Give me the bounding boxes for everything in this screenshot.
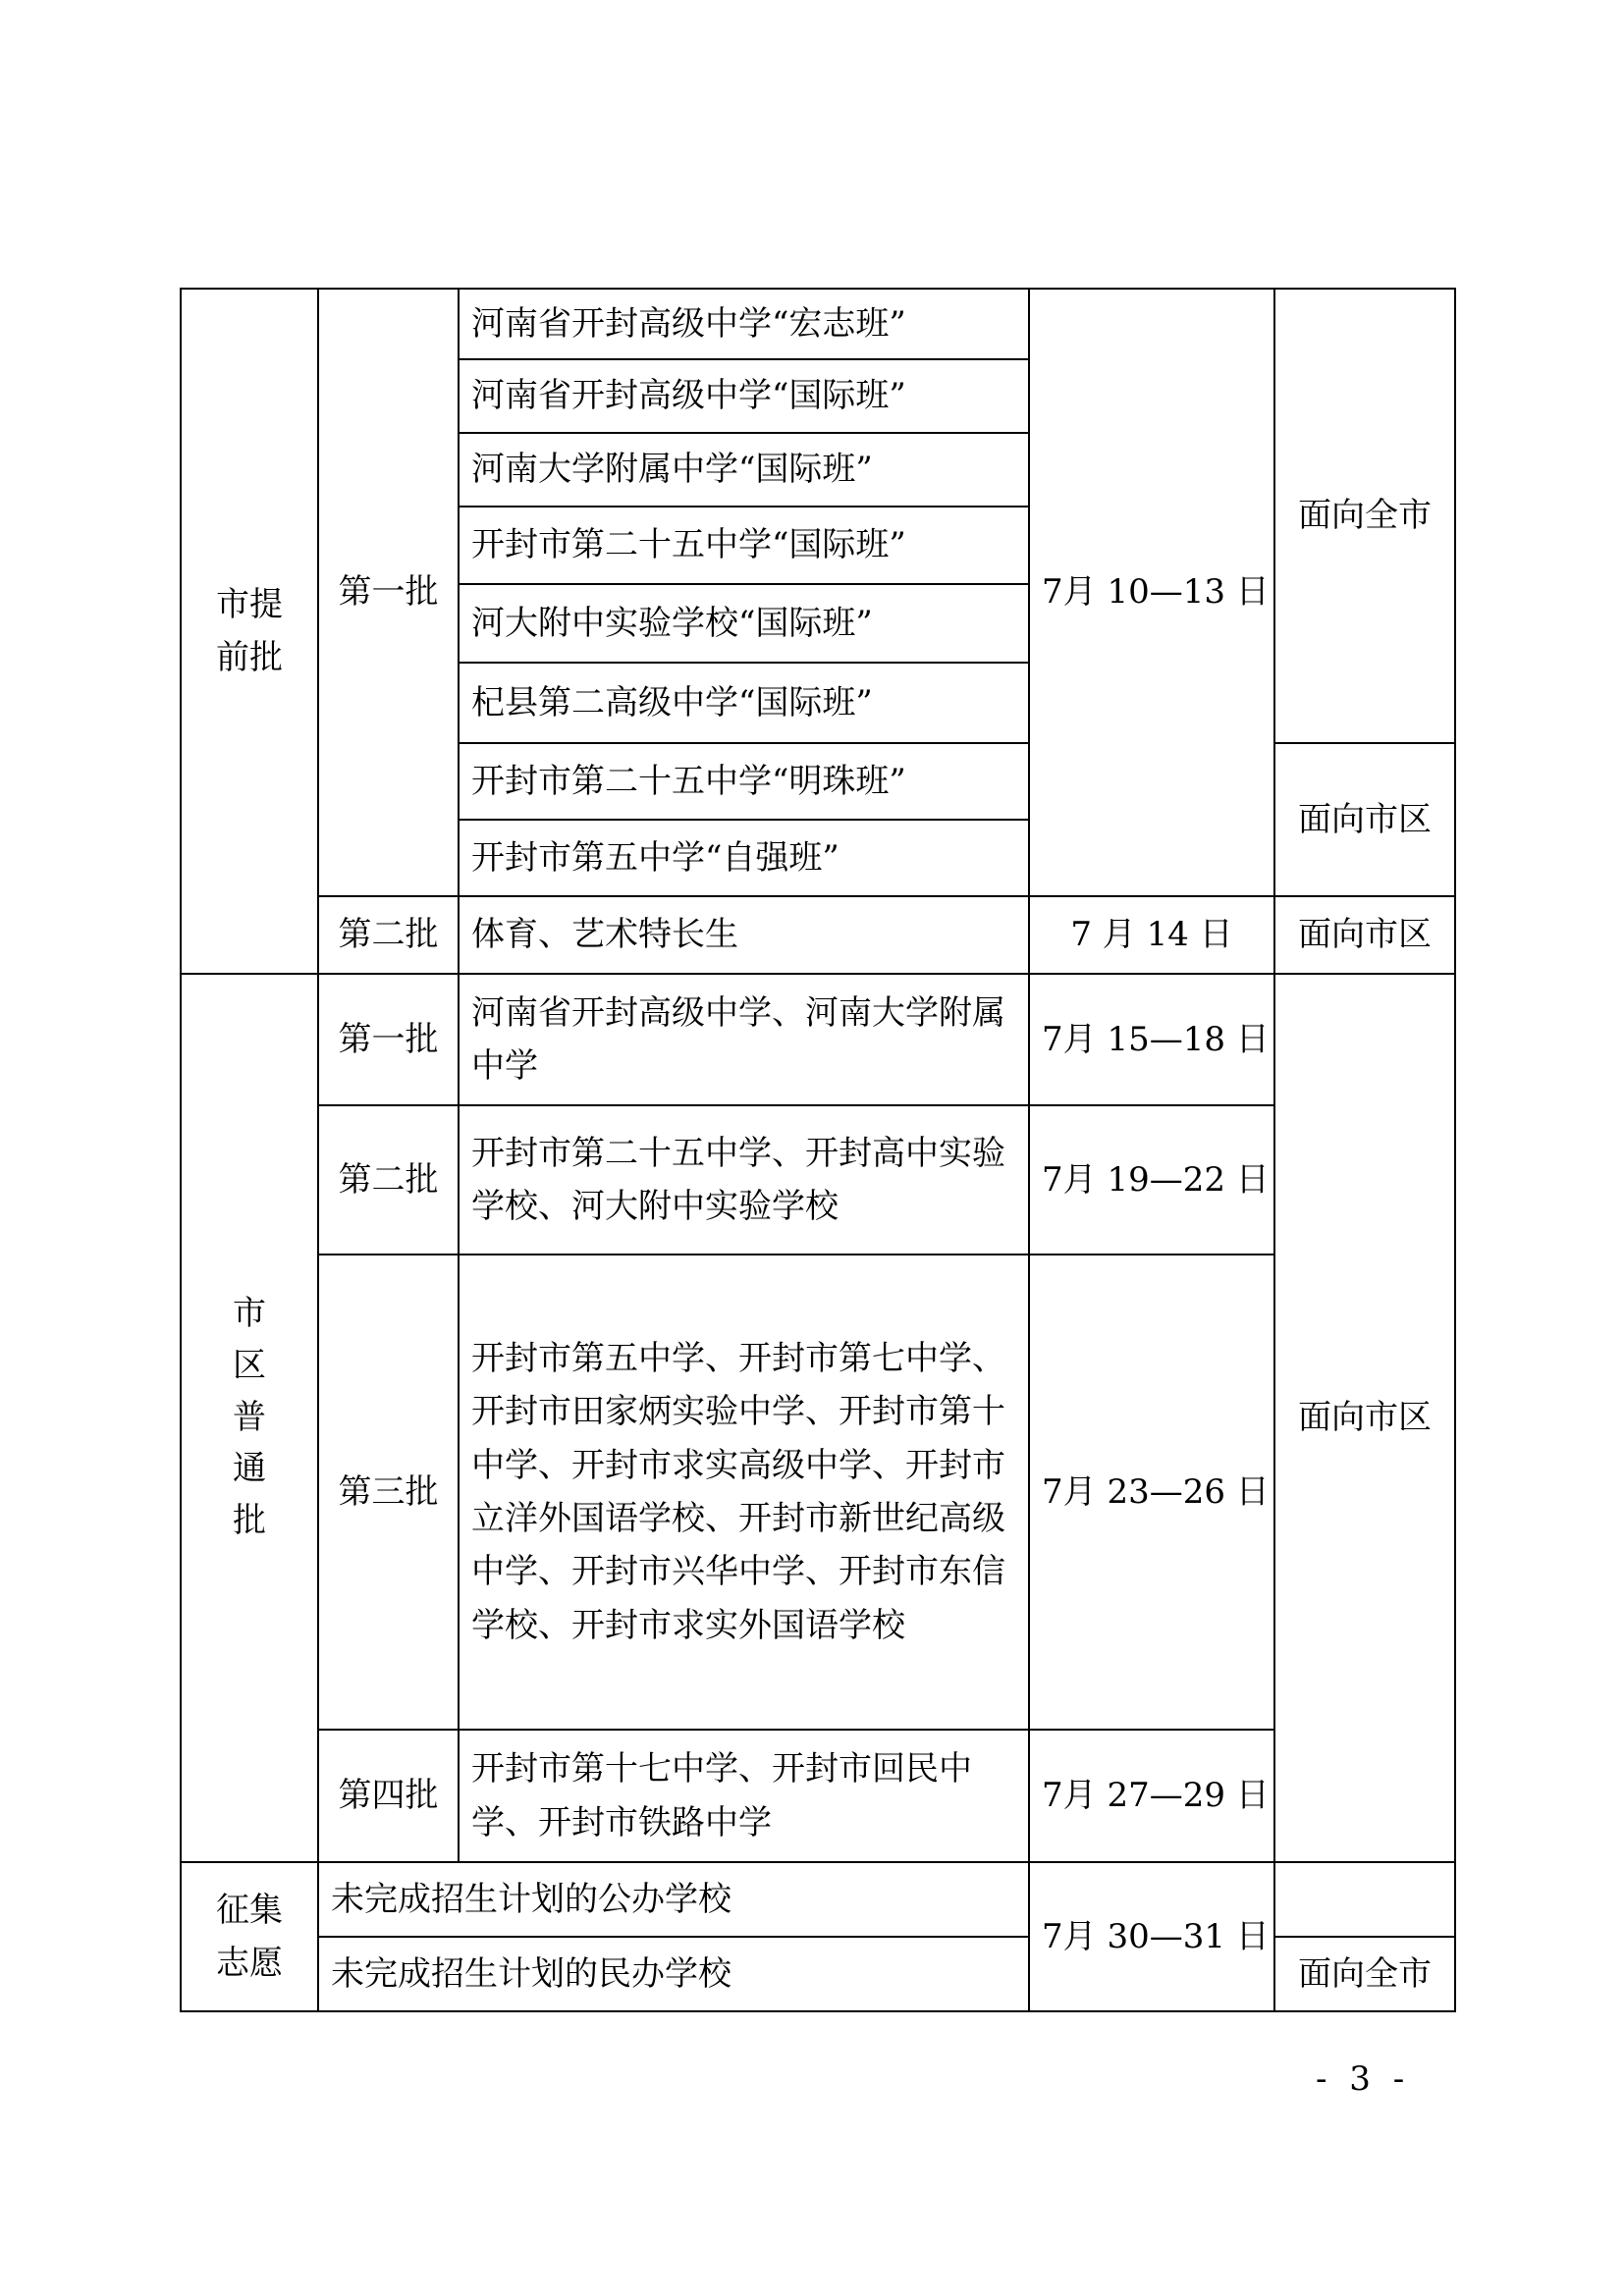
scope-cell: 面向市区	[1274, 974, 1455, 1862]
page-number: - 3 -	[1316, 2059, 1411, 2099]
school-cell: 未完成招生计划的公办学校	[318, 1862, 1029, 1937]
school-cell: 开封市第二十五中学、开封高中实验学校、河大附中实验学校	[459, 1105, 1029, 1255]
table-row	[181, 289, 1455, 359]
date-cell: 7月 23—26 日	[1029, 1255, 1274, 1730]
table-row	[181, 1730, 1455, 1862]
scope-cell: 面向全市	[1274, 1937, 1455, 2011]
school-cell: 体育、艺术特长生	[459, 896, 1029, 974]
table-row	[181, 1255, 1455, 1730]
school-cell: 河南省开封高级中学、河南大学附属中学	[459, 974, 1029, 1105]
batch-label: 第四批	[318, 1730, 459, 1862]
school-cell: 杞县第二高级中学“国际班”	[459, 663, 1029, 743]
scope-cell: 面向全市	[1274, 289, 1455, 743]
date-cell: 7月 27—29 日	[1029, 1730, 1274, 1862]
date-cell: 7月 19—22 日	[1029, 1105, 1274, 1255]
scope-cell-blank	[1274, 1862, 1455, 1937]
school-cell: 河南大学附属中学“国际班”	[459, 433, 1029, 507]
table-row	[181, 896, 1455, 974]
table-row	[181, 1105, 1455, 1255]
school-cell: 开封市第二十五中学“明珠班”	[459, 743, 1029, 820]
batch-label: 第二批	[318, 896, 459, 974]
scope-cell: 面向市区	[1274, 896, 1455, 974]
group-label-regular: 市区普通批	[181, 974, 318, 1862]
batch-label: 第一批	[318, 289, 459, 896]
school-cell: 河南省开封高级中学“国际班”	[459, 359, 1029, 433]
scope-cell: 面向市区	[1274, 743, 1455, 896]
school-cell: 开封市第十七中学、开封市回民中学、开封市铁路中学	[459, 1730, 1029, 1862]
school-cell: 开封市第五中学、开封市第七中学、开封市田家炳实验中学、开封市第十中学、开封市求实高级中学、开封市立洋外国语学校、开封市新世纪高级中学、开封市兴华中学、开封市东信学校、开封市求实外国语学校	[459, 1255, 1029, 1730]
group-label-supplement: 征集志愿	[181, 1862, 318, 2011]
school-cell: 河南省开封高级中学“宏志班”	[459, 289, 1029, 359]
admission-schedule-table	[180, 288, 1456, 2012]
school-cell: 开封市第五中学“自强班”	[459, 820, 1029, 896]
school-cell: 开封市第二十五中学“国际班”	[459, 507, 1029, 584]
school-cell: 未完成招生计划的民办学校	[318, 1937, 1029, 2011]
date-cell: 7月 30—31 日	[1029, 1862, 1274, 2011]
batch-label: 第二批	[318, 1105, 459, 1255]
school-cell: 河大附中实验学校“国际班”	[459, 584, 1029, 663]
date-cell: 7月 10—13 日	[1029, 289, 1274, 896]
date-cell: 7月 15—18 日	[1029, 974, 1274, 1105]
group-label-early: 市提前批	[181, 289, 318, 974]
table-row	[181, 974, 1455, 1105]
batch-label: 第一批	[318, 974, 459, 1105]
date-cell: 7 月 14 日	[1029, 896, 1274, 974]
batch-label: 第三批	[318, 1255, 459, 1730]
table-row	[181, 1862, 1455, 1937]
